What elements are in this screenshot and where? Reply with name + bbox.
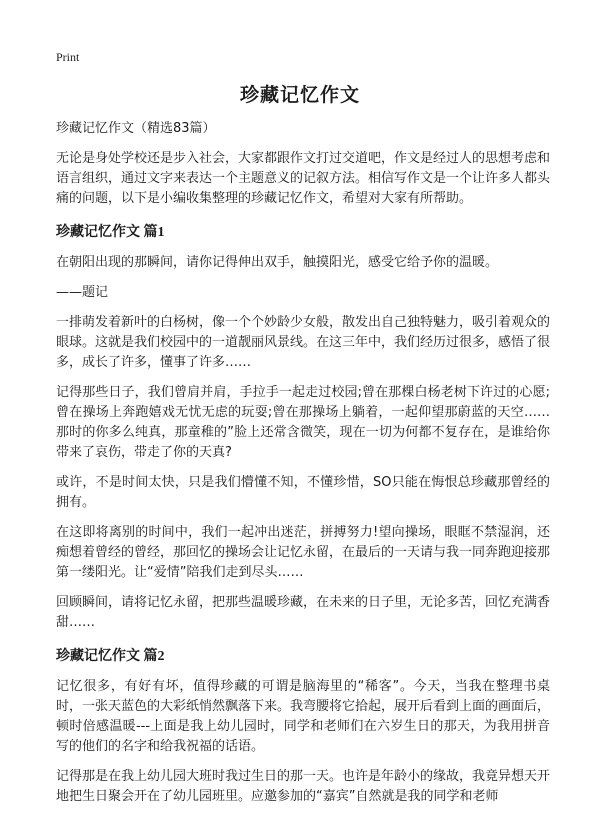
document-body [56, 119, 550, 817]
document-subtitle: 珍藏记忆作文（精选83篇） [56, 121, 216, 136]
print-link[interactable]: Print [56, 50, 80, 64]
paragraph: 记得那是在我上幼儿园大班时我过生日的那一天。也许是年龄小的缘故，我竟异想天开地把生日聚会开在了幼儿园班里。应邀参加的“嘉宾”自然就是我的同学和老师 [56, 769, 551, 804]
epigraph-label: ——题记 [56, 285, 109, 300]
paragraph: 记忆很多，有好有坏，值得珍藏的可谓是脑海里的“稀客”。今天，当我在整理书桌时，一张天蓝色的大彩纸悄然飘落下来。我弯腰将它拾起，展开后看到上面的画面后，顿时倍感温暖---上面是我上幼儿园时，同学和老师们在六岁生日的那天，为我用拼音写的他们的名字和给我祝福的话语。 [56, 679, 551, 754]
paragraph: 记得那些日子，我们曾肩并肩，手拉手一起走过校园;曾在那棵白杨老树下许过的心愿;曾在操场上奔跑嬉戏无忧无虑的玩耍;曾在那操场上躺着，一起仰望那蔚蓝的天空……那时的你多么纯真，那童稚的”脸上还常含微笑，现在一切为何都不复存在，是谁给你带来了哀伤，带走了你的天真? [56, 385, 550, 460]
paragraph: 或许，不是时间太快，只是我们懵懂不知，不懂珍惜，SO只能在悔恨总珍藏那曾经的拥有。 [56, 475, 550, 510]
paragraph: 在这即将离别的时间中，我们一起冲出迷茫，拼搏努力!望向操场，眼眶不禁湿润，还痴想着曾经的曾经，那回忆的操场会让记忆永留，在最后的一天请与我一同奔跑迎接那第一缕阳光。让“爱情”陪我们走到尽头…… [56, 525, 551, 580]
section-heading-2: 珍藏记忆作文 篇2 [56, 649, 165, 664]
page-title: 珍藏记忆作文 [239, 84, 360, 106]
intro-paragraph: 无论是身处学校还是步入社会，大家都跟作文打过交道吧，作文是经过人的思想考虑和语言组织，通过文字来表达一个主题意义的记叙方法。相信写作文是一个让许多人都头痛的问题，以下是小编收集整理的珍藏记忆作文，希望对大家有所帮助。 [56, 151, 551, 206]
paragraph: 一排萌发着新叶的白杨树，像一个个妙龄少女般，散发出自己独特魅力，吸引着观众的眼球。这就是我们校园中的一道靓丽风景线。在这三年中，我们经历过很多，感悟了很多，成长了许多，懂事了许多…… [56, 315, 551, 370]
section-heading-1: 珍藏记忆作文 篇1 [56, 225, 165, 240]
paragraph: 在朝阳出现的那瞬间，请你记得伸出双手，触摸阳光，感受它给予你的温暖。 [56, 255, 499, 270]
paragraph: 回顾瞬间，请将记忆永留，把那些温暖珍藏，在未来的日子里，无论多苦，回忆充满香甜…… [56, 595, 551, 630]
